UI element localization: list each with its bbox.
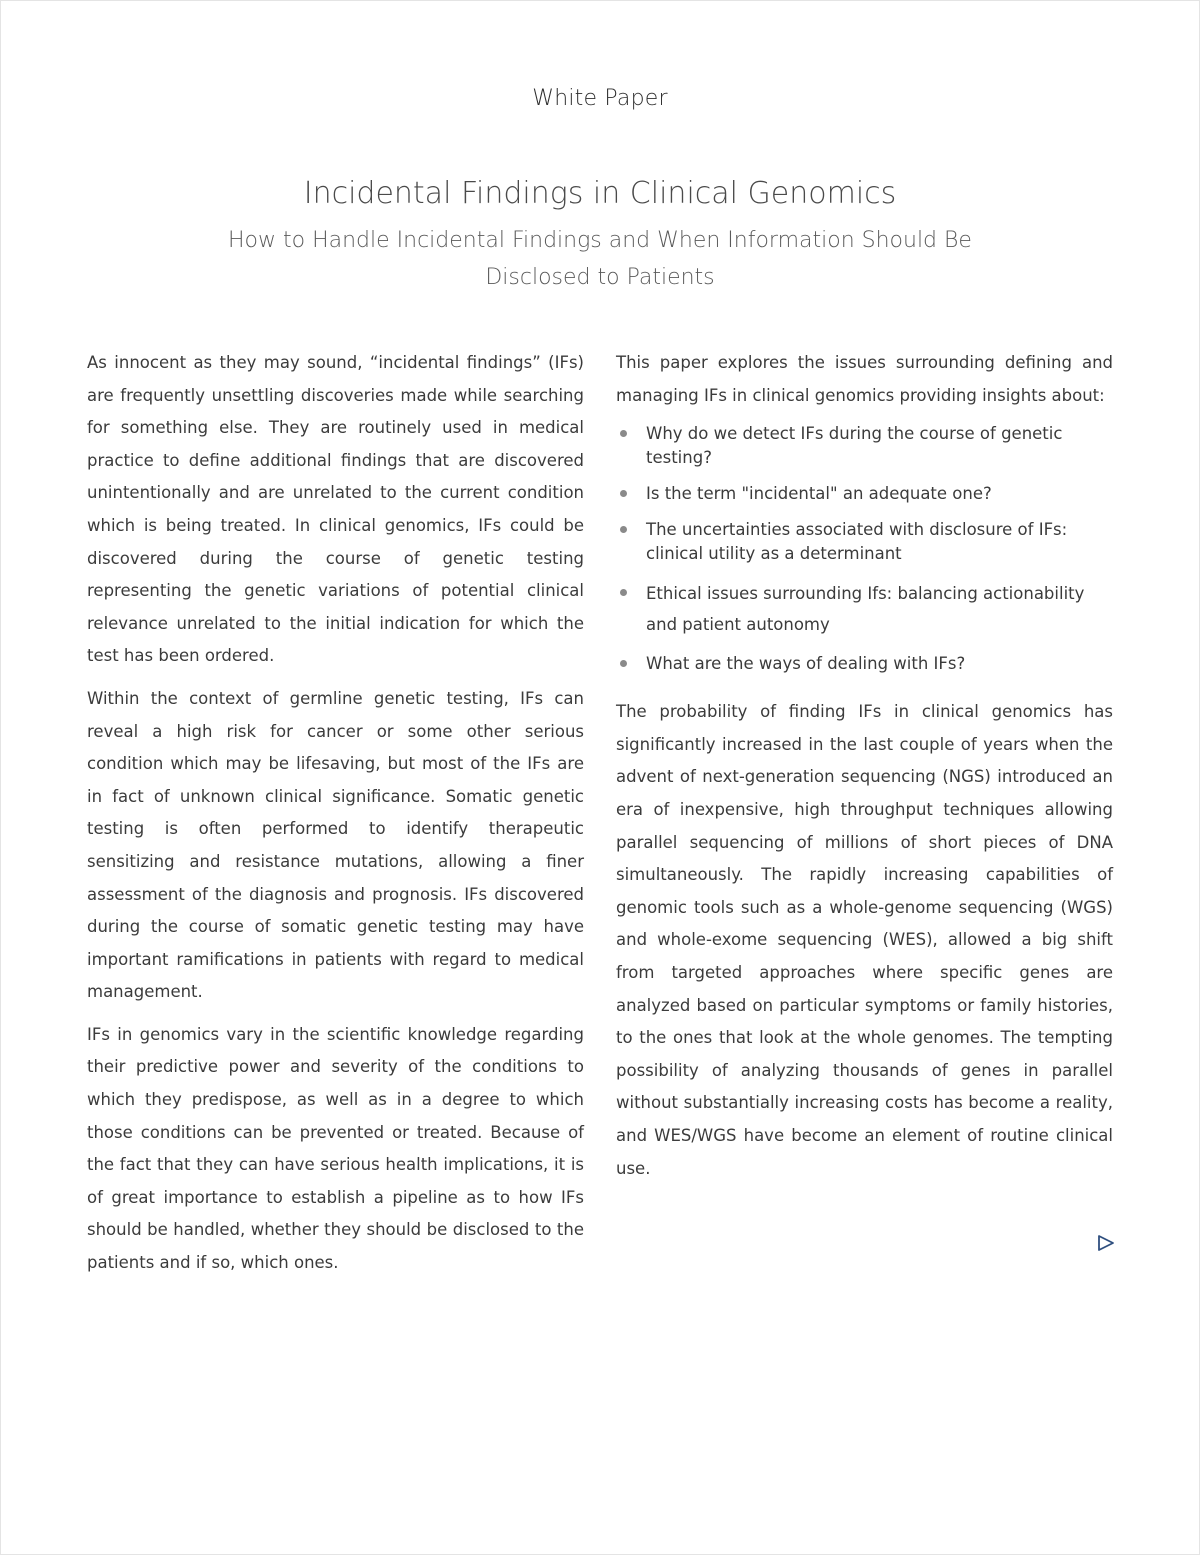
list-item [616,422,1113,470]
bullet-icon [620,589,627,596]
bullet-icon [620,526,627,533]
bullet-icon [620,660,627,667]
play-triangle-icon [1096,1233,1116,1253]
page-title: Incidental Findings in Clinical Genomics [303,176,897,211]
right-column [616,347,1113,1195]
list-item-text: Why do we detect IFs during the course of genetic testing? [646,424,1063,468]
list-item-text: Ethical issues surrounding Ifs: balancing actionability and patient autonomy [646,584,1085,635]
list-item [616,652,1113,676]
list-item-text: What are the ways of dealing with IFs? [646,654,966,674]
insights-list [616,422,1113,676]
bullet-icon [620,490,627,497]
body-paragraph: Within the context of germline genetic testing, IFs can reveal a high risk for cancer or some other serious condition which may be lifesaving, but most of the IFs are in fact of unknown clinical significance. Somatic genetic testing is often performed to identify therapeutic sensitizing and resistance mutations, allowing a finer assessment of the diagnosis and prognosis. IFs discovered during the course of somatic genetic testing may have important ramifications in patients with regard to medical management. [87,688,584,1002]
page-subtitle: How to Handle Incidental Findings and When Information Should Be Disclosed to Patients [228,228,972,290]
body-paragraph: The probability of finding IFs in clinical genomics has significantly increased in the last couple of years when the advent of next-generation sequencing (NGS) introduced an era of inexpensive, high throughput techniques allowing parallel sequencing of millions of short pieces of DNA simultaneously. The rapidly increasing capabilities of genomic tools such as a whole-genome sequencing (WGS) and whole-exome sequencing (WES), allowed a big shift from targeted approaches where specific genes are analyzed based on particular symptoms or family histories, to the ones that look at the whole genomes. The tempting possibility of analyzing thousands of genes in parallel without substantially increasing costs has become a reality, and WES/WGS have become an element of routine clinical use. [616,702,1113,1178]
document-type-label: White Paper [532,86,668,111]
list-item [616,482,1113,506]
body-paragraph: As innocent as they may sound, “incidental findings” (IFs) are frequently unsettling discoveries made while searching for something else. They are routinely used in medical practice to define additional findings that are discovered unintentionally and are unrelated to the current condition which is being treated. In clinical genomics, IFs could be discovered during the course of genetic testing representing the genetic variations of potential clinical relevance unrelated to the initial indication for which the test has been ordered. [87,353,584,666]
left-column [87,347,584,1290]
next-page-button[interactable] [1096,1233,1116,1253]
list-item [616,578,1113,640]
list-item [616,518,1113,566]
intro-paragraph: This paper explores the issues surrounding defining and managing IFs in clinical genomics providing insights about: [616,353,1113,405]
list-item-text: The uncertainties associated with disclosure of IFs: clinical utility as a determinant [646,520,1068,564]
bullet-icon [620,430,627,437]
body-paragraph: IFs in genomics vary in the scientific knowledge regarding their predictive power and severity of the conditions to which they predispose, as well as in a degree to which those conditions can be prevented or treated. Because of the fact that they can have serious health implications, it is of great importance to establish a pipeline as to how IFs should be handled, whether they should be disclosed to the patients and if so, which ones. [87,1024,584,1273]
list-item-text: Is the term "incidental" an adequate one? [646,484,992,504]
